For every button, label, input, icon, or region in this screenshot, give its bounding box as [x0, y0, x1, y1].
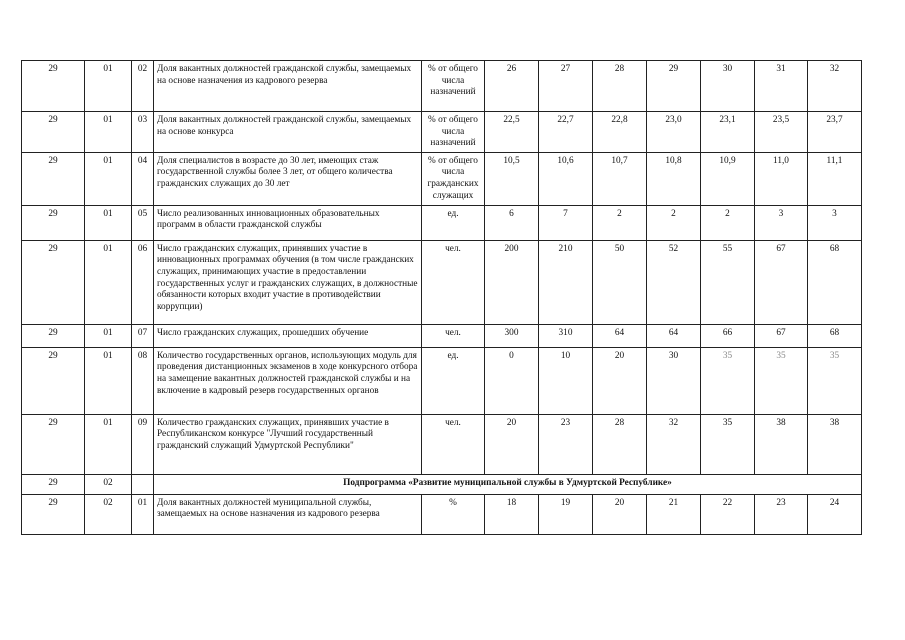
value-cell: 20: [485, 414, 539, 474]
table-row: [22, 414, 862, 474]
gp-code-cell: 29: [22, 240, 85, 324]
gp-code-cell: 29: [22, 494, 85, 534]
value-cell: 35: [701, 347, 755, 414]
indicator-name-cell: Доля вакантных должностей гражданской службы, замещаемых на основе назначения из кадрового резерва: [154, 61, 422, 112]
indicator-name-cell: Доля специалистов в возрасте до 30 лет, имеющих стаж государственной службы более 3 лет, от общего количества гражданских служащих до 30 лет: [154, 152, 422, 205]
gp-code-cell: 29: [22, 112, 85, 153]
value-cell: 310: [539, 324, 593, 347]
unit-cell: чел.: [422, 324, 485, 347]
indicator-number-cell: 07: [132, 324, 154, 347]
value-cell: 23: [755, 494, 808, 534]
value-cell: 35: [808, 347, 862, 414]
subprogram-row: [22, 474, 862, 494]
indicator-name-cell: Доля вакантных должностей гражданской службы, замещаемых на основе конкурса: [154, 112, 422, 153]
value-cell: 23,1: [701, 112, 755, 153]
unit-cell: ед.: [422, 347, 485, 414]
table-row: [22, 205, 862, 240]
value-cell: 11,1: [808, 152, 862, 205]
table-row: [22, 324, 862, 347]
value-cell: 35: [755, 347, 808, 414]
indicator-number-cell: 05: [132, 205, 154, 240]
value-cell: 19: [539, 494, 593, 534]
value-cell: 31: [755, 61, 808, 112]
subprogram-title: Подпрограмма «Развитие муниципальной службы в Удмуртской Республике»: [154, 474, 862, 494]
unit-cell: %: [422, 494, 485, 534]
pp-code-cell: 02: [85, 474, 132, 494]
table-row: [22, 112, 862, 153]
value-cell: 28: [593, 414, 647, 474]
unit-cell: % от общего числа гражданских служащих: [422, 152, 485, 205]
value-cell: 20: [593, 347, 647, 414]
pp-code-cell: 01: [85, 205, 132, 240]
indicator-name-cell: Число реализованных инновационных образовательных программ в области гражданской службы: [154, 205, 422, 240]
value-cell: 2: [593, 205, 647, 240]
value-cell: 23,5: [755, 112, 808, 153]
pp-code-cell: 02: [85, 494, 132, 534]
value-cell: 23,0: [647, 112, 701, 153]
unit-cell: % от общего числа назначений: [422, 61, 485, 112]
pp-code-cell: 01: [85, 414, 132, 474]
value-cell: 67: [755, 240, 808, 324]
indicator-number-cell: 09: [132, 414, 154, 474]
pp-code-cell: 01: [85, 324, 132, 347]
value-cell: 32: [808, 61, 862, 112]
value-cell: 2: [701, 205, 755, 240]
value-cell: 2: [647, 205, 701, 240]
indicator-number-cell: 04: [132, 152, 154, 205]
value-cell: 6: [485, 205, 539, 240]
indicator-number-cell: 08: [132, 347, 154, 414]
indicator-number-cell: 06: [132, 240, 154, 324]
table-row: [22, 240, 862, 324]
value-cell: 64: [593, 324, 647, 347]
gp-code-cell: 29: [22, 205, 85, 240]
value-cell: 50: [593, 240, 647, 324]
value-cell: 23: [539, 414, 593, 474]
value-cell: 0: [485, 347, 539, 414]
value-cell: 21: [647, 494, 701, 534]
value-cell: 38: [808, 414, 862, 474]
value-cell: 22: [701, 494, 755, 534]
unit-cell: чел.: [422, 240, 485, 324]
value-cell: 10,5: [485, 152, 539, 205]
value-cell: 29: [647, 61, 701, 112]
value-cell: 22,8: [593, 112, 647, 153]
value-cell: 7: [539, 205, 593, 240]
pp-code-cell: 01: [85, 61, 132, 112]
value-cell: 52: [647, 240, 701, 324]
value-cell: 20: [593, 494, 647, 534]
indicator-number-cell: 02: [132, 61, 154, 112]
indicator-name-cell: Количество гражданских служащих, принявших участие в Республиканском конкурсе "Лучший государственный гражданский служащий Удмуртской Республики": [154, 414, 422, 474]
pp-code-cell: 01: [85, 240, 132, 324]
gp-code-cell: 29: [22, 474, 85, 494]
table-row: [22, 152, 862, 205]
indicator-number-cell: 03: [132, 112, 154, 153]
unit-cell: % от общего числа назначений: [422, 112, 485, 153]
gp-code-cell: 29: [22, 152, 85, 205]
indicator-name-cell: Количество государственных органов, использующих модуль для проведения дистанционных экзаменов в ходе конкурсного отбора на замещение вакантных должностей гражданской службы и на включение в кадровый резерв государственных органов: [154, 347, 422, 414]
value-cell: 30: [701, 61, 755, 112]
gp-code-cell: 29: [22, 347, 85, 414]
value-cell: 35: [701, 414, 755, 474]
indicator-name-cell: Число гражданских служащих, прошедших обучение: [154, 324, 422, 347]
pp-code-cell: 01: [85, 347, 132, 414]
value-cell: 64: [647, 324, 701, 347]
value-cell: 10,9: [701, 152, 755, 205]
value-cell: 22,5: [485, 112, 539, 153]
value-cell: 10,6: [539, 152, 593, 205]
gp-code-cell: 29: [22, 414, 85, 474]
indicator-name-cell: Число гражданских служащих, принявших участие в инновационных программах обучения (в том числе гражданских служащих, принимающих участие в предоставлении государственных услуг и гражданских служащих, в должностные обязанности которых входит участие в противодействии коррупции): [154, 240, 422, 324]
value-cell: 28: [593, 61, 647, 112]
value-cell: 55: [701, 240, 755, 324]
value-cell: 300: [485, 324, 539, 347]
value-cell: 3: [755, 205, 808, 240]
value-cell: 32: [647, 414, 701, 474]
value-cell: 11,0: [755, 152, 808, 205]
pp-code-cell: 01: [85, 152, 132, 205]
value-cell: 26: [485, 61, 539, 112]
unit-cell: ед.: [422, 205, 485, 240]
value-cell: 66: [701, 324, 755, 347]
value-cell: 30: [647, 347, 701, 414]
value-cell: 24: [808, 494, 862, 534]
indicators-table: [21, 60, 862, 535]
value-cell: 68: [808, 324, 862, 347]
value-cell: 10,7: [593, 152, 647, 205]
value-cell: 27: [539, 61, 593, 112]
value-cell: 10,8: [647, 152, 701, 205]
value-cell: 210: [539, 240, 593, 324]
value-cell: 67: [755, 324, 808, 347]
value-cell: 18: [485, 494, 539, 534]
value-cell: 23,7: [808, 112, 862, 153]
unit-cell: чел.: [422, 414, 485, 474]
value-cell: 10: [539, 347, 593, 414]
value-cell: 68: [808, 240, 862, 324]
table-row: [22, 494, 862, 534]
indicator-number-cell: 01: [132, 494, 154, 534]
table-row: [22, 61, 862, 112]
indicator-name-cell: Доля вакантных должностей муниципальной службы, замещаемых на основе назначения из кадрового резерва: [154, 494, 422, 534]
gp-code-cell: 29: [22, 324, 85, 347]
table-row: [22, 347, 862, 414]
value-cell: 38: [755, 414, 808, 474]
indicator-number-cell: [132, 474, 154, 494]
value-cell: 22,7: [539, 112, 593, 153]
value-cell: 3: [808, 205, 862, 240]
gp-code-cell: 29: [22, 61, 85, 112]
value-cell: 200: [485, 240, 539, 324]
pp-code-cell: 01: [85, 112, 132, 153]
